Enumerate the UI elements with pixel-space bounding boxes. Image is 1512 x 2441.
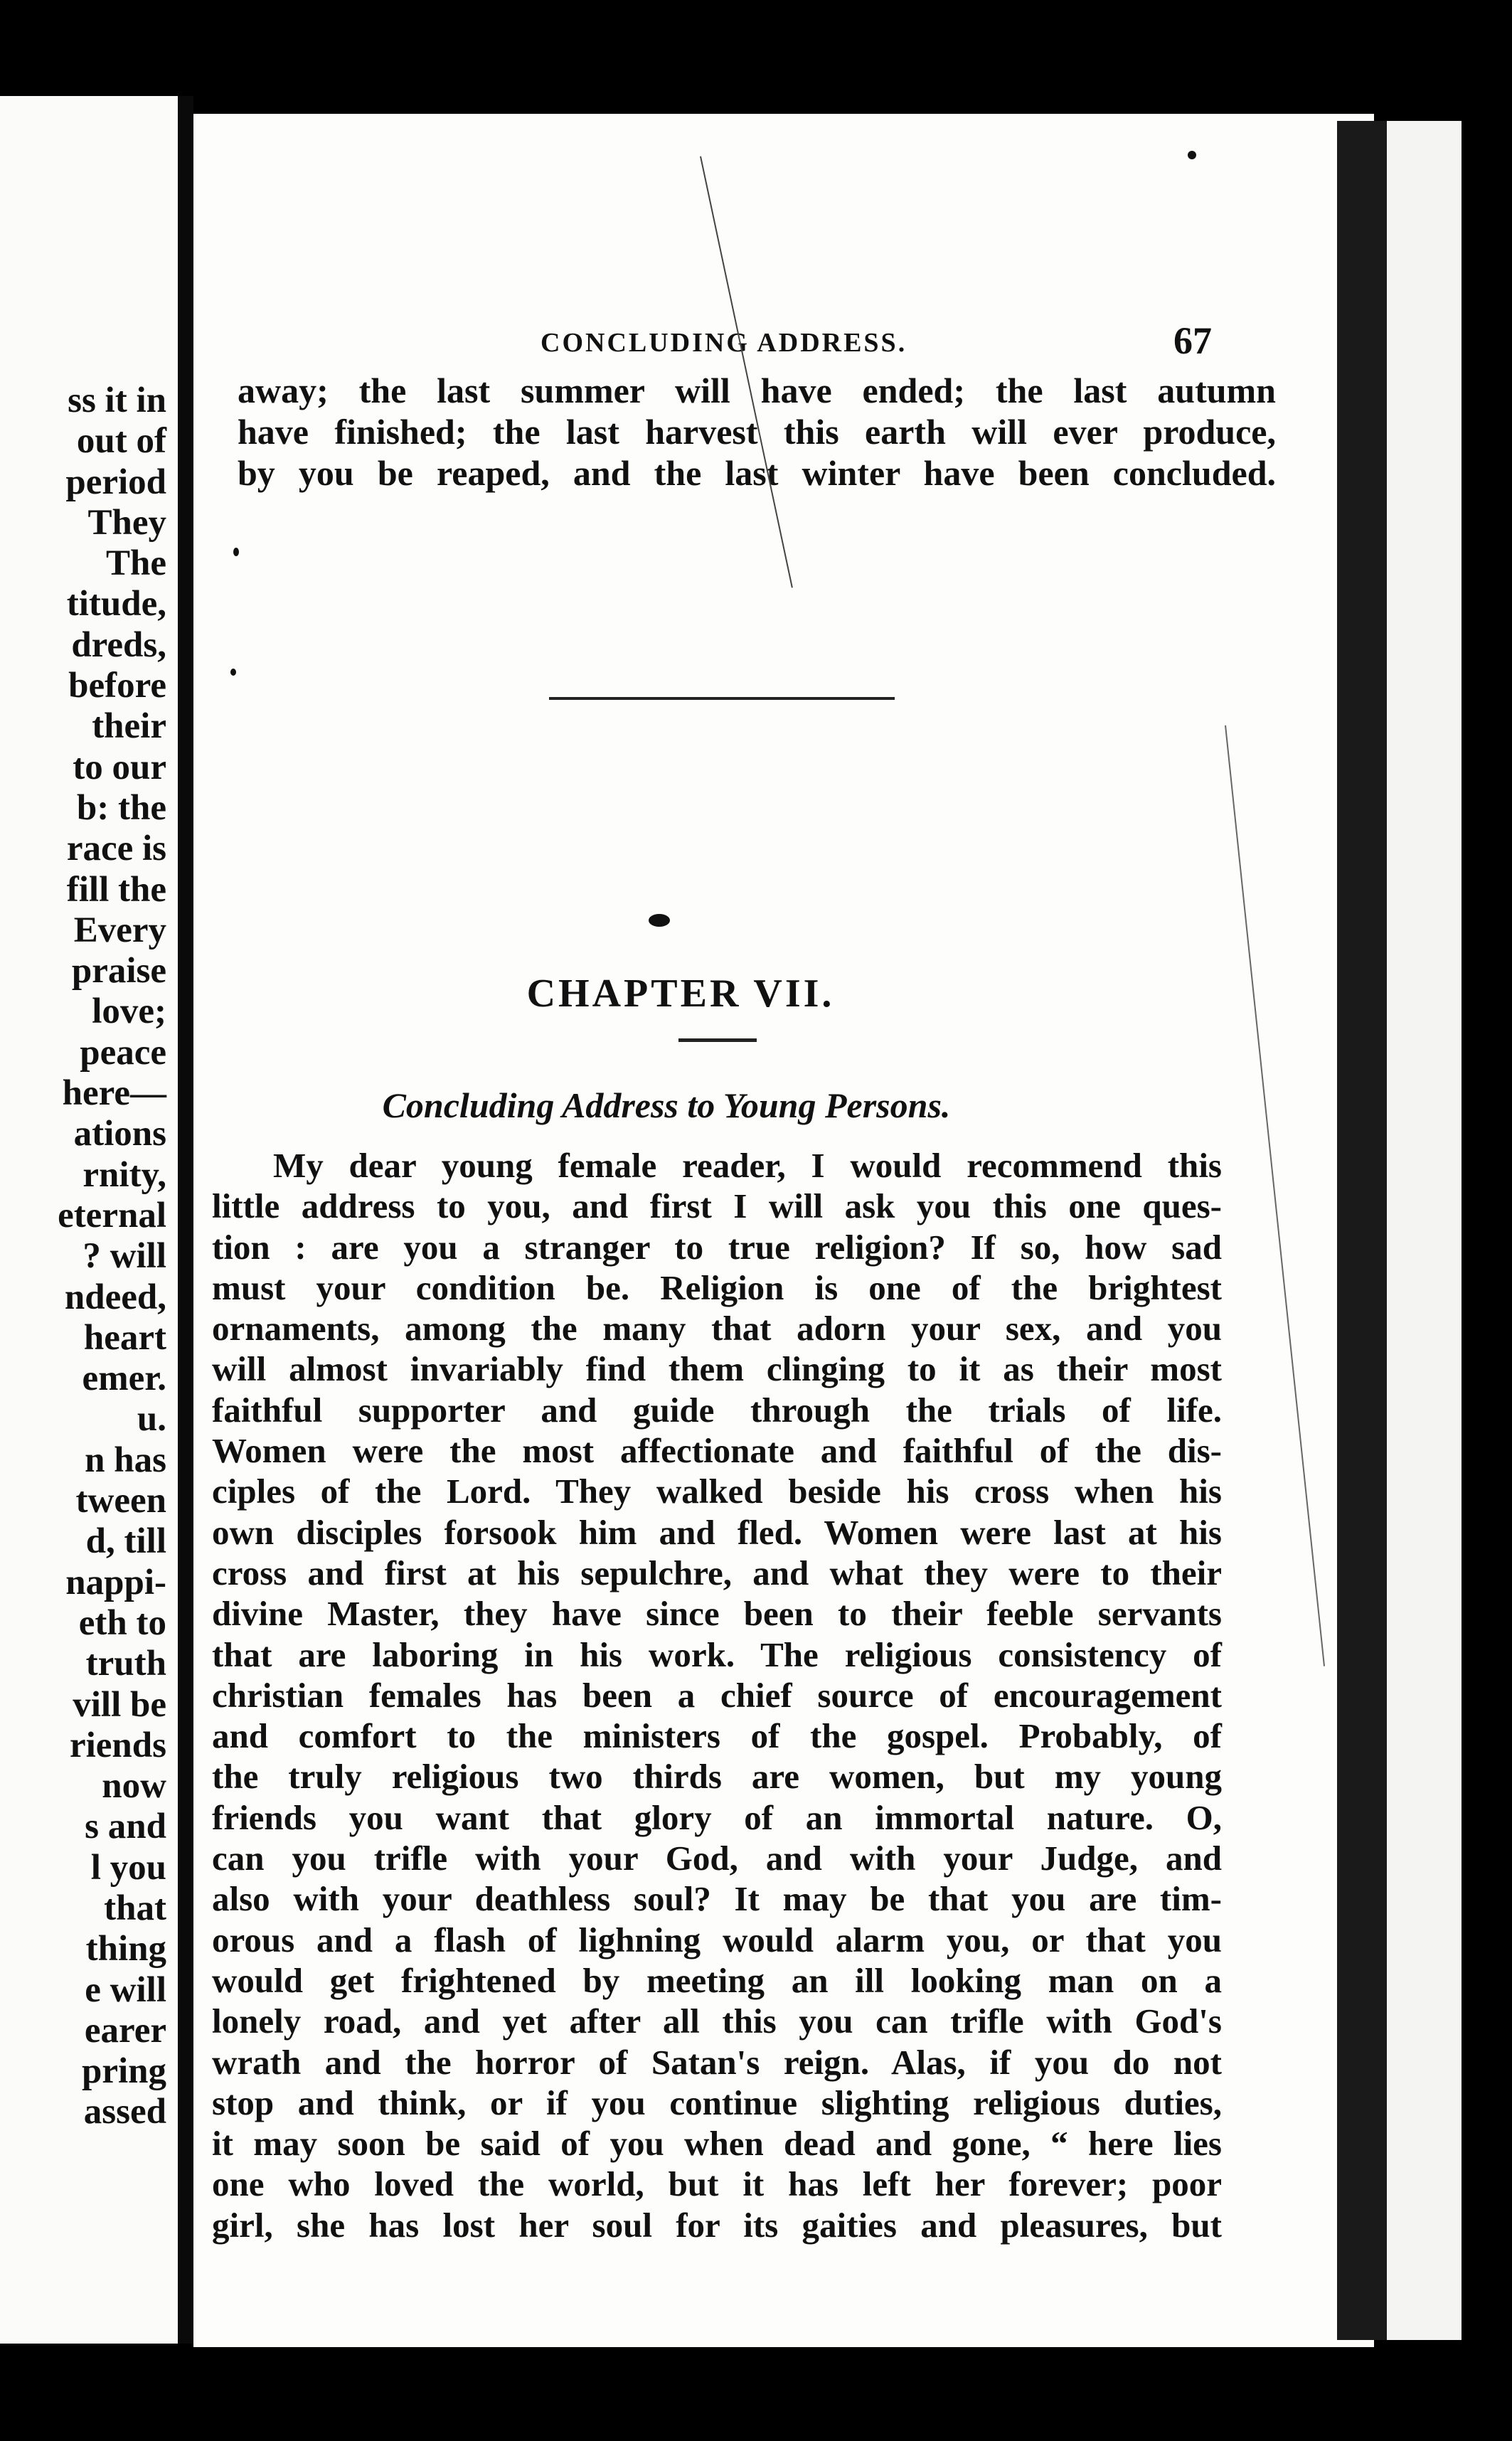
- text-line: must your condition be. Religion is one of the brightest: [212, 1267, 1222, 1307]
- text-line: have finished; the last harvest this earth will ever produce,: [238, 412, 1276, 452]
- continued-paragraph: [238, 370, 1276, 494]
- book-page: [193, 114, 1374, 2347]
- previous-page-line: thing: [85, 1929, 166, 1969]
- previous-page-line: love;: [92, 991, 166, 1032]
- previous-page-line: earer: [84, 2010, 166, 2051]
- text-line: also with your deathless soul? It may be that you are tim-: [212, 1879, 1222, 1919]
- previous-page-line: ? will: [82, 1236, 166, 1277]
- book-gutter: [178, 96, 193, 2344]
- previous-page-line: now: [102, 1766, 166, 1807]
- running-head-title: CONCLUDING ADDRESS.: [541, 328, 907, 358]
- page-number: 67: [1173, 319, 1212, 362]
- chapter-title-rule: [678, 1038, 757, 1042]
- text-line: can you trifle with your God, and with your Judge, and: [212, 1839, 1222, 1878]
- previous-page-line: u.: [137, 1399, 166, 1440]
- text-line: wrath and the horror of Satan's reign. Alas, if you do not: [212, 2042, 1222, 2082]
- previous-page-line: heart: [83, 1317, 166, 1358]
- next-page-edge: [1387, 121, 1465, 2340]
- text-line: by you be reaped, and the last winter have been concluded.: [238, 453, 1276, 493]
- previous-page-line: titude,: [66, 584, 166, 624]
- text-line: and comfort to the ministers of the gospel. Probably, of: [212, 1716, 1222, 1756]
- text-line: christian females has been a chief source of encouragement: [212, 1675, 1222, 1715]
- previous-page-line: before: [68, 666, 166, 706]
- text-line: little address to you, and first I will ask you this one ques-: [212, 1186, 1222, 1226]
- previous-page-line-fragments: [0, 381, 166, 2133]
- text-line: the truly religious two thirds are women, but my young: [212, 1757, 1222, 1797]
- scan-scratch: [1225, 725, 1325, 1666]
- previous-page-line: fill the: [66, 869, 166, 910]
- text-line: cross and first at his sepulchre, and what they were to their: [212, 1553, 1222, 1592]
- chapter-title: CHAPTER VII.: [526, 972, 835, 1016]
- text-line: ornaments, among the many that adorn your sex, and you: [212, 1309, 1222, 1349]
- text-line: orous and a flash of lighning would alarm you, or that you: [212, 1920, 1222, 1959]
- previous-page-line: assed: [83, 2092, 166, 2132]
- text-line: tion : are you a stranger to true religion? If so, how sad: [212, 1227, 1222, 1267]
- previous-page-line: emer.: [82, 1358, 166, 1399]
- previous-page-line: eth to: [78, 1602, 166, 1643]
- previous-page-line: dreds,: [71, 624, 166, 665]
- text-line: it may soon be said of you when dead and gone, “ here lies: [212, 2124, 1222, 2164]
- previous-page-line: nappi-: [65, 1562, 166, 1602]
- previous-page-line: ations: [73, 1114, 166, 1154]
- previous-page-line: to our: [73, 747, 166, 787]
- previous-page-line: here—: [62, 1073, 166, 1114]
- previous-page-line: b: the: [76, 787, 166, 828]
- previous-page-line: d, till: [85, 1521, 166, 1562]
- text-line: lonely road, and yet after all this you can trifle with God's: [212, 2001, 1222, 2041]
- previous-page-line: their: [92, 706, 166, 747]
- previous-page-line: rnity,: [82, 1154, 166, 1195]
- page-edge-shadow: [1337, 121, 1388, 2340]
- previous-page-line: peace: [80, 1032, 166, 1073]
- text-line: one who loved the world, but it has left her forever; poor: [212, 2164, 1222, 2204]
- ink-speck: [233, 548, 239, 556]
- ink-speck: [1188, 151, 1196, 159]
- text-line: will almost invariably find them clinging to it as their most: [212, 1349, 1222, 1389]
- text-line: stop and think, or if you continue slighting religious duties,: [212, 2083, 1222, 2122]
- text-line: My dear young female reader, I would recommend this: [273, 1146, 1222, 1185]
- previous-page-line: truth: [85, 1644, 166, 1684]
- previous-page-line: The: [105, 543, 166, 584]
- chapter-subtitle: Concluding Address to Young Persons.: [382, 1085, 951, 1125]
- previous-page-line: l you: [90, 1847, 166, 1888]
- previous-page-line: ndeed,: [64, 1277, 166, 1317]
- text-line: away; the last summer will have ended; the last autumn: [238, 371, 1276, 410]
- text-line: that are laboring in his work. The religious consistency of: [212, 1634, 1222, 1674]
- text-line: faithful supporter and guide through the trials of life.: [212, 1390, 1222, 1430]
- ink-blot: [649, 914, 670, 927]
- previous-page-line: tween: [75, 1481, 166, 1521]
- previous-page-line: vill be: [73, 1684, 166, 1725]
- previous-page-line: period: [65, 462, 166, 502]
- previous-page-line: They: [87, 502, 166, 543]
- text-line: own disciples forsook him and fled. Women were last at his: [212, 1512, 1222, 1552]
- scan-border: [1462, 0, 1512, 2441]
- text-line: ciples of the Lord. They walked beside his cross when his: [212, 1472, 1222, 1511]
- text-line: Women were the most affectionate and faithful of the dis-: [212, 1431, 1222, 1471]
- text-line: would get frightened by meeting an ill looking man on a: [212, 1960, 1222, 2000]
- previous-page-line: out of: [76, 421, 166, 462]
- previous-page-fragment: [0, 96, 178, 2344]
- previous-page-line: that: [104, 1888, 166, 1928]
- previous-page-line: praise: [71, 951, 166, 991]
- chapter-body-text: [212, 1145, 1222, 2245]
- previous-page-line: race is: [66, 829, 166, 869]
- text-line: girl, she has lost her soul for its gaities and pleasures, but: [212, 2205, 1222, 2245]
- previous-page-line: n has: [85, 1440, 166, 1480]
- ink-speck: [230, 669, 236, 676]
- text-line: friends you want that glory of an immortal nature. O,: [212, 1797, 1222, 1837]
- text-line: divine Master, they have since been to their feeble servants: [212, 1594, 1222, 1634]
- section-divider-rule: [549, 697, 895, 700]
- previous-page-line: e will: [85, 1969, 166, 2010]
- previous-page-line: riends: [69, 1725, 166, 1765]
- previous-page-line: eternal: [58, 1195, 166, 1235]
- previous-page-line: ss it in: [68, 381, 166, 420]
- previous-page-line: pring: [81, 2051, 166, 2092]
- previous-page-line: Every: [73, 910, 166, 950]
- previous-page-line: s and: [85, 1807, 166, 1847]
